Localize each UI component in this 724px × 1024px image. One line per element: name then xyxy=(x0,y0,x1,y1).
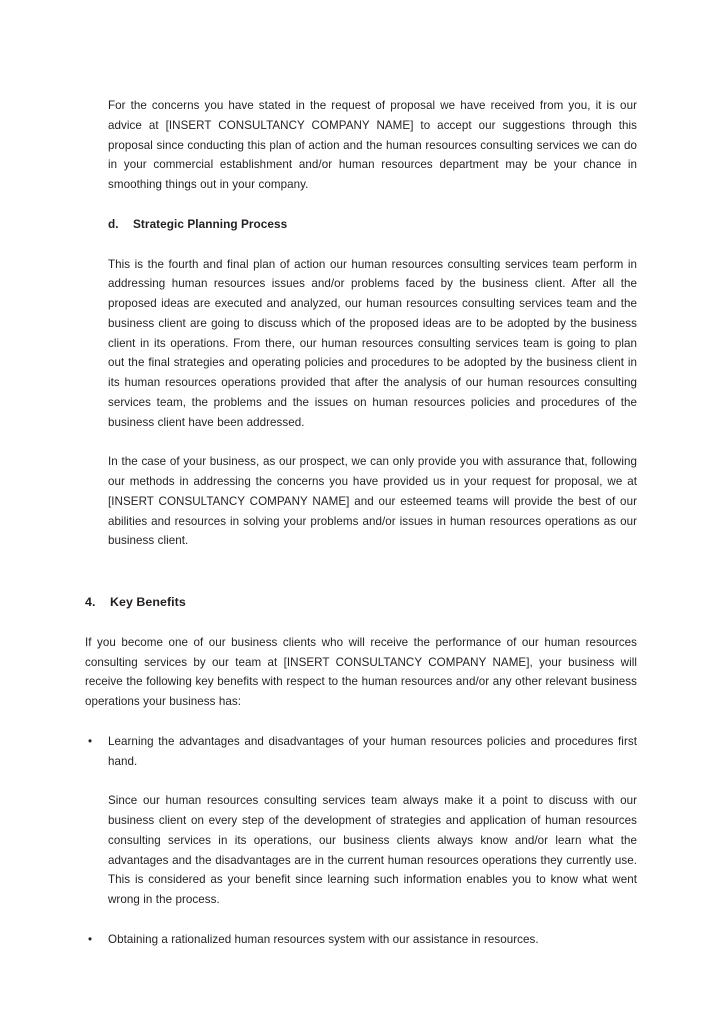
section-intro-paragraph: If you become one of our business clients who will receive the performance of our human resources consulting services by our team at [INSERT CONSULTANCY COMPANY NAME], your business will receive the following key benefits with respect to the human resources and/or any other relevant business operations your business has: xyxy=(85,635,637,708)
spacer xyxy=(85,432,637,452)
spacer xyxy=(85,712,637,732)
subsection-title: Strategic Planning Process xyxy=(133,216,288,231)
section-number: 4. xyxy=(85,595,96,609)
benefit-detail-paragraph: Since our human resources consulting services team always make it a point to discuss with our business client on every step of the development of strategies and application of human resources consulting services in its operations, our business clients always know and/or learn what the advantages and the disadvantages are in the current human resources operations they currently use. This is considered as your benefit since learning such information enables you to know what went wrong in the process. xyxy=(108,794,637,906)
section-title: Key Benefits xyxy=(110,595,186,609)
bullet-icon: • xyxy=(88,734,93,748)
bullet-icon: • xyxy=(88,932,93,946)
subsection-heading xyxy=(108,215,637,235)
page-content xyxy=(85,96,637,950)
list-item xyxy=(85,930,637,950)
spacer xyxy=(85,551,637,593)
spacer xyxy=(85,195,637,215)
list-item xyxy=(85,732,637,772)
spacer xyxy=(85,771,637,791)
section-heading-key-benefits xyxy=(85,593,637,613)
spacer xyxy=(85,235,637,255)
subsection-marker: d. xyxy=(108,216,119,231)
subsection-paragraph-1: This is the fourth and final plan of action our human resources consulting services team perform in addressing human resources issues and/or problems faced by the business client. After all the proposed ideas are executed and analyzed, our human resources consulting services team and the business client are going to discuss which of the proposed ideas are to be adopted by the business client in its operations. From there, our human resources consulting services team is going to plan out the final strategies and operating policies and procedures to be adopted by the business client in its human resources operations provided that after the analysis of our human resources consulting services team, the problems and the issues on human resources policies and procedures of the business client have been addressed. xyxy=(108,257,637,429)
spacer xyxy=(85,910,637,930)
subsection-paragraph-2: In the case of your business, as our prospect, we can only provide you with assurance that, following our methods in addressing the concerns you have provided us in your request for proposal, we at [INSERT CONSULTANCY COMPANY NAME] and our esteemed teams will provide the best of our abilities and resources in solving your problems and/or issues in human resources operations as our business client. xyxy=(108,455,637,548)
spacer xyxy=(85,613,637,633)
list-item-text: Obtaining a rationalized human resources system with our assistance in resources. xyxy=(108,932,539,946)
list-item-text: Learning the advantages and disadvantages of your human resources policies and procedures first hand. xyxy=(108,734,637,768)
intro-paragraph: For the concerns you have stated in the request of proposal we have received from you, it is our advice at [INSERT CONSULTANCY COMPANY NAME] to accept our suggestions through this proposal since conducting this plan of action and the human resources consulting services we can do in your commercial establishment and/or human resources department may be your chance in smoothing things out in your company. xyxy=(108,99,637,191)
